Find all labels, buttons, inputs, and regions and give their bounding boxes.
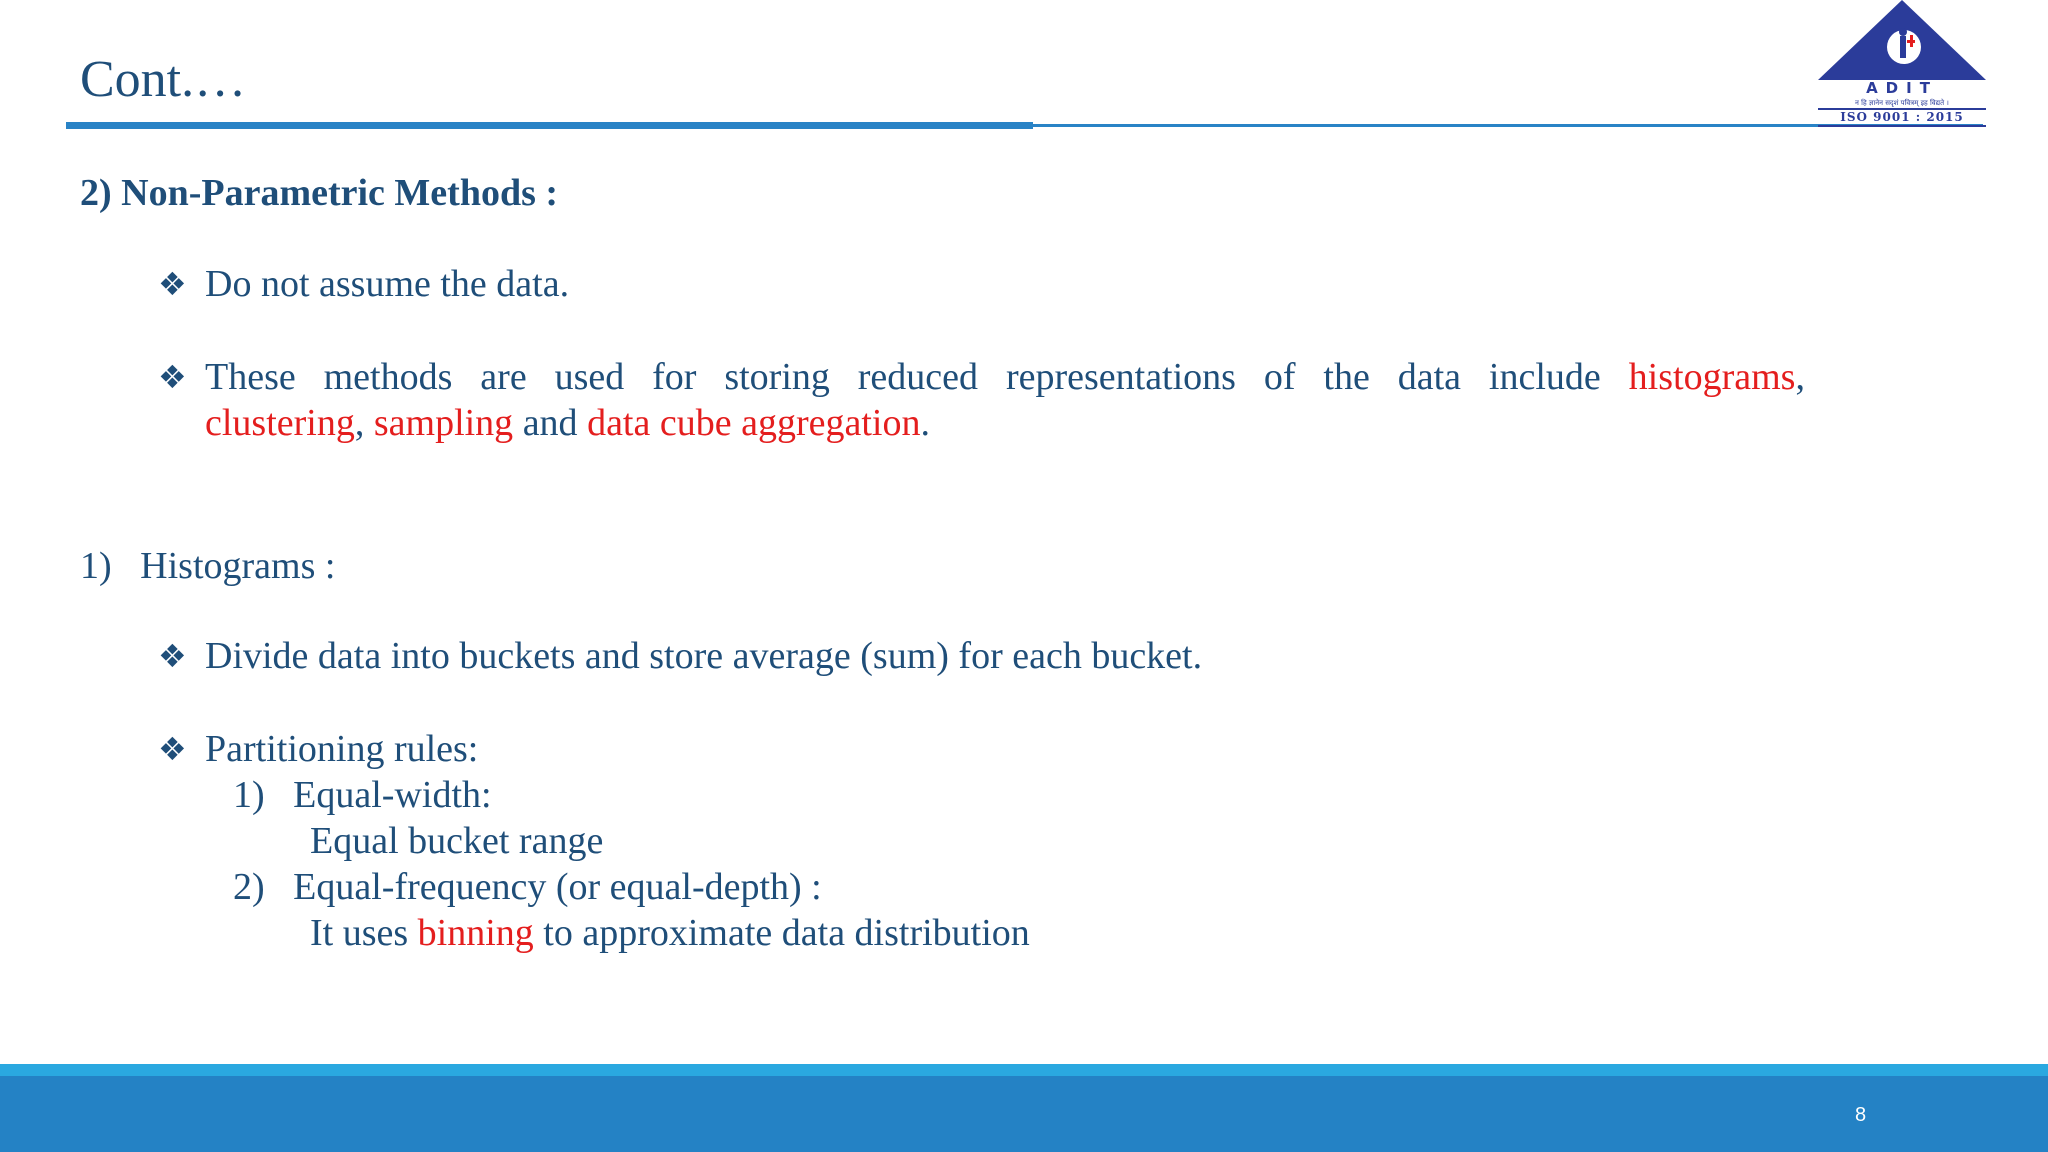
methods-word: the: [1323, 356, 1370, 398]
methods-word: for: [652, 356, 697, 398]
methods-word: reduced: [857, 356, 979, 398]
methods-word: methods: [323, 356, 453, 398]
bullet-divide: Divide data into buckets and store average (sum) for each bucket.: [205, 635, 1203, 677]
bullet-methods-line1: [205, 354, 1805, 400]
svg-text:ADIT: ADIT: [1866, 79, 1938, 97]
slide-title: Cont.…: [80, 51, 247, 108]
methods-word: data: [1397, 356, 1462, 398]
bullet-methods-line2: clustering, sampling and data cube aggregation.: [205, 402, 930, 444]
highlight-data-cube: data cube aggregation: [587, 402, 921, 444]
methods-highlight-histograms: histograms,: [1628, 356, 1805, 398]
rule-equal-frequency-desc: It uses binning to approximate data distribution: [310, 912, 1030, 954]
rule-equal-width: 1) Equal-width:: [233, 774, 492, 816]
methods-word: of: [1263, 356, 1296, 398]
bullet-icon: ❖: [158, 637, 187, 675]
bullet-partition: Partitioning rules:: [205, 728, 479, 770]
adit-logo: [1818, 0, 1986, 128]
methods-word: These: [205, 356, 296, 398]
footer-accent-strip: [0, 1064, 2048, 1076]
rule-equal-width-desc: Equal bucket range: [310, 820, 604, 862]
title-underline-thick: [66, 122, 1033, 129]
highlight-binning: binning: [417, 912, 534, 954]
bullet-icon: ❖: [158, 358, 187, 396]
logo-iso: ISO 9001 : 2015: [1840, 110, 1964, 124]
rule-equal-frequency: 2) Equal-frequency (or equal-depth) :: [233, 866, 822, 908]
methods-word: storing: [724, 356, 830, 398]
methods-word: representations: [1005, 356, 1236, 398]
logo-motto: न हि ज्ञानेन सदृशं पवित्रम् इह विद्यते ।: [1855, 99, 1949, 107]
heading-histograms: 1) Histograms :: [80, 545, 336, 587]
methods-word: used: [554, 356, 625, 398]
methods-word: include: [1488, 356, 1601, 398]
page-number: 8: [1855, 1104, 1867, 1126]
bullet-icon: ❖: [158, 265, 187, 303]
bullet-icon: ❖: [158, 730, 187, 768]
highlight-clustering: clustering: [205, 402, 355, 444]
highlight-sampling: sampling: [373, 402, 514, 444]
methods-word: are: [480, 356, 527, 398]
bullet-assume: Do not assume the data.: [205, 263, 570, 305]
footer-bar: [0, 1076, 2048, 1152]
heading-nonparametric: 2) Non-Parametric Methods :: [80, 172, 559, 214]
